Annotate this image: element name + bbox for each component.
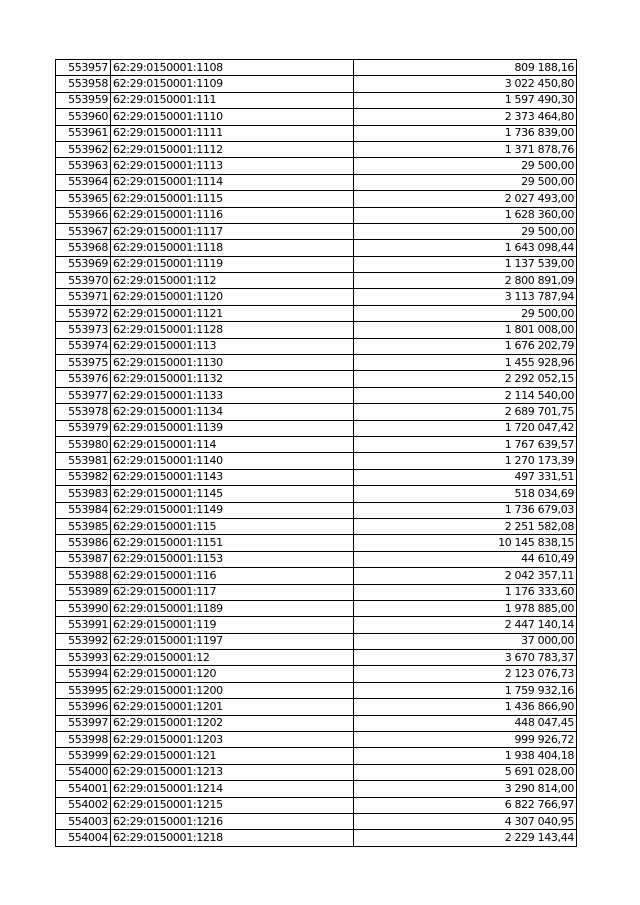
cadastral-number-cell: 62:29:0150001:1201 [111, 699, 354, 715]
table-row [56, 109, 577, 125]
cadastral-value-cell: 1 597 490,30 [354, 92, 577, 108]
table-row [56, 617, 577, 633]
table-row [56, 797, 577, 813]
cadastral-number-cell: 62:29:0150001:117 [111, 584, 354, 600]
row-id-cell: 553963 [56, 158, 111, 174]
table-row [56, 191, 577, 207]
cadastral-number-cell: 62:29:0150001:12 [111, 650, 354, 666]
table-row [56, 174, 577, 190]
table-row [56, 666, 577, 682]
cadastral-number-cell: 62:29:0150001:1120 [111, 289, 354, 305]
row-id-cell: 553987 [56, 551, 111, 567]
table-row [56, 518, 577, 534]
table-row [56, 355, 577, 371]
table-row [56, 207, 577, 223]
table-row [56, 223, 577, 239]
cadastral-value-cell: 29 500,00 [354, 174, 577, 190]
table-row [56, 699, 577, 715]
cadastral-number-cell: 62:29:0150001:1109 [111, 76, 354, 92]
cadastral-number-cell: 62:29:0150001:1151 [111, 535, 354, 551]
table-row [56, 338, 577, 354]
cadastral-number-cell: 62:29:0150001:1119 [111, 256, 354, 272]
table-row [56, 633, 577, 649]
table-row [56, 60, 577, 76]
cadastral-number-cell: 62:29:0150001:1215 [111, 797, 354, 813]
table-row [56, 92, 577, 108]
table-row [56, 453, 577, 469]
row-id-cell: 553998 [56, 732, 111, 748]
table-row [56, 682, 577, 698]
cadastral-number-cell: 62:29:0150001:1134 [111, 404, 354, 420]
cadastral-number-cell: 62:29:0150001:1214 [111, 781, 354, 797]
cadastral-number-cell: 62:29:0150001:1110 [111, 109, 354, 125]
cadastral-value-cell: 10 145 838,15 [354, 535, 577, 551]
row-id-cell: 553971 [56, 289, 111, 305]
cadastral-value-cell: 1 371 878,76 [354, 141, 577, 157]
cadastral-number-cell: 62:29:0150001:1140 [111, 453, 354, 469]
cadastral-value-cell: 6 822 766,97 [354, 797, 577, 813]
row-id-cell: 553968 [56, 240, 111, 256]
cadastral-value-cell: 1 455 928,96 [354, 355, 577, 371]
cadastral-value-cell: 2 800 891,09 [354, 273, 577, 289]
table-row [56, 715, 577, 731]
row-id-cell: 553961 [56, 125, 111, 141]
cadastral-value-cell: 3 022 450,80 [354, 76, 577, 92]
cadastral-value-cell: 1 643 098,44 [354, 240, 577, 256]
cadastral-number-cell: 62:29:0150001:1133 [111, 387, 354, 403]
row-id-cell: 553978 [56, 404, 111, 420]
table-row [56, 256, 577, 272]
cadastral-number-cell: 62:29:0150001:1111 [111, 125, 354, 141]
table-row [56, 141, 577, 157]
cadastral-number-cell: 62:29:0150001:1145 [111, 486, 354, 502]
cadastral-value-cell: 1 676 202,79 [354, 338, 577, 354]
table-row [56, 830, 577, 846]
cadastral-value-cell: 999 926,72 [354, 732, 577, 748]
row-id-cell: 553972 [56, 305, 111, 321]
table-row [56, 76, 577, 92]
table-row [56, 240, 577, 256]
cadastral-value-cell: 1 759 932,16 [354, 682, 577, 698]
table-row [56, 764, 577, 780]
table-body [56, 60, 577, 847]
row-id-cell: 553976 [56, 371, 111, 387]
cadastral-value-cell: 1 736 839,00 [354, 125, 577, 141]
table-row [56, 781, 577, 797]
cadastral-number-cell: 62:29:0150001:1118 [111, 240, 354, 256]
cadastral-number-cell: 62:29:0150001:1114 [111, 174, 354, 190]
table-row [56, 125, 577, 141]
table-row [56, 273, 577, 289]
cadastral-value-cell: 1 801 008,00 [354, 322, 577, 338]
cadastral-number-cell: 62:29:0150001:111 [111, 92, 354, 108]
table-row [56, 732, 577, 748]
cadastral-value-cell: 2 042 357,11 [354, 568, 577, 584]
table-row [56, 584, 577, 600]
cadastral-value-cell: 5 691 028,00 [354, 764, 577, 780]
table-row [56, 486, 577, 502]
row-id-cell: 553970 [56, 273, 111, 289]
row-id-cell: 553983 [56, 486, 111, 502]
cadastral-value-cell: 2 027 493,00 [354, 191, 577, 207]
cadastral-number-cell: 62:29:0150001:1128 [111, 322, 354, 338]
table-row [56, 813, 577, 829]
cadastral-value-cell: 1 720 047,42 [354, 420, 577, 436]
row-id-cell: 553981 [56, 453, 111, 469]
row-id-cell: 553989 [56, 584, 111, 600]
cadastral-value-cell: 1 137 539,00 [354, 256, 577, 272]
table-row [56, 502, 577, 518]
row-id-cell: 553969 [56, 256, 111, 272]
row-id-cell: 554000 [56, 764, 111, 780]
cadastral-value-table [55, 59, 577, 847]
cadastral-value-cell: 1 628 360,00 [354, 207, 577, 223]
row-id-cell: 553959 [56, 92, 111, 108]
cadastral-number-cell: 62:29:0150001:1200 [111, 682, 354, 698]
cadastral-number-cell: 62:29:0150001:1117 [111, 223, 354, 239]
cadastral-value-cell: 518 034,69 [354, 486, 577, 502]
cadastral-number-cell: 62:29:0150001:1216 [111, 813, 354, 829]
cadastral-number-cell: 62:29:0150001:112 [111, 273, 354, 289]
row-id-cell: 553965 [56, 191, 111, 207]
cadastral-value-cell: 1 736 679,03 [354, 502, 577, 518]
row-id-cell: 553979 [56, 420, 111, 436]
row-id-cell: 553986 [56, 535, 111, 551]
cadastral-value-cell: 2 229 143,44 [354, 830, 577, 846]
cadastral-number-cell: 62:29:0150001:1116 [111, 207, 354, 223]
row-id-cell: 553964 [56, 174, 111, 190]
cadastral-value-cell: 3 670 783,37 [354, 650, 577, 666]
table-row [56, 404, 577, 420]
row-id-cell: 554003 [56, 813, 111, 829]
row-id-cell: 553997 [56, 715, 111, 731]
row-id-cell: 553988 [56, 568, 111, 584]
cadastral-value-cell: 29 500,00 [354, 305, 577, 321]
table-row [56, 551, 577, 567]
cadastral-value-cell: 2 251 582,08 [354, 518, 577, 534]
row-id-cell: 554004 [56, 830, 111, 846]
row-id-cell: 553962 [56, 141, 111, 157]
row-id-cell: 553991 [56, 617, 111, 633]
row-id-cell: 553982 [56, 469, 111, 485]
row-id-cell: 553985 [56, 518, 111, 534]
row-id-cell: 553960 [56, 109, 111, 125]
cadastral-number-cell: 62:29:0150001:113 [111, 338, 354, 354]
cadastral-number-cell: 62:29:0150001:1108 [111, 60, 354, 76]
cadastral-number-cell: 62:29:0150001:1149 [111, 502, 354, 518]
cadastral-value-cell: 29 500,00 [354, 158, 577, 174]
cadastral-number-cell: 62:29:0150001:1115 [111, 191, 354, 207]
cadastral-value-cell: 497 331,51 [354, 469, 577, 485]
cadastral-value-cell: 4 307 040,95 [354, 813, 577, 829]
cadastral-value-cell: 2 114 540,00 [354, 387, 577, 403]
table-row [56, 322, 577, 338]
cadastral-number-cell: 62:29:0150001:1202 [111, 715, 354, 731]
row-id-cell: 553957 [56, 60, 111, 76]
cadastral-value-cell: 3 290 814,00 [354, 781, 577, 797]
table-row [56, 420, 577, 436]
row-id-cell: 553990 [56, 600, 111, 616]
cadastral-number-cell: 62:29:0150001:1143 [111, 469, 354, 485]
row-id-cell: 553980 [56, 436, 111, 452]
row-id-cell: 553975 [56, 355, 111, 371]
table-row [56, 469, 577, 485]
cadastral-number-cell: 62:29:0150001:121 [111, 748, 354, 764]
cadastral-number-cell: 62:29:0150001:115 [111, 518, 354, 534]
cadastral-number-cell: 62:29:0150001:1213 [111, 764, 354, 780]
cadastral-value-cell: 1 767 639,57 [354, 436, 577, 452]
cadastral-value-cell: 29 500,00 [354, 223, 577, 239]
row-id-cell: 553994 [56, 666, 111, 682]
cadastral-number-cell: 62:29:0150001:1197 [111, 633, 354, 649]
cadastral-value-cell: 2 447 140,14 [354, 617, 577, 633]
row-id-cell: 553995 [56, 682, 111, 698]
cadastral-number-cell: 62:29:0150001:1203 [111, 732, 354, 748]
row-id-cell: 553993 [56, 650, 111, 666]
row-id-cell: 553996 [56, 699, 111, 715]
table-row [56, 748, 577, 764]
cadastral-number-cell: 62:29:0150001:1121 [111, 305, 354, 321]
cadastral-value-cell: 2 373 464,80 [354, 109, 577, 125]
cadastral-value-cell: 1 436 866,90 [354, 699, 577, 715]
cadastral-value-cell: 2 123 076,73 [354, 666, 577, 682]
table-row [56, 371, 577, 387]
cadastral-number-cell: 62:29:0150001:1153 [111, 551, 354, 567]
cadastral-value-cell: 1 270 173,39 [354, 453, 577, 469]
row-id-cell: 553977 [56, 387, 111, 403]
cadastral-value-cell: 2 292 052,15 [354, 371, 577, 387]
row-id-cell: 553984 [56, 502, 111, 518]
table-row [56, 600, 577, 616]
cadastral-number-cell: 62:29:0150001:1132 [111, 371, 354, 387]
table-row [56, 650, 577, 666]
table-row [56, 436, 577, 452]
row-id-cell: 553992 [56, 633, 111, 649]
row-id-cell: 554002 [56, 797, 111, 813]
cadastral-number-cell: 62:29:0150001:1139 [111, 420, 354, 436]
cadastral-value-cell: 1 978 885,00 [354, 600, 577, 616]
cadastral-value-cell: 809 188,16 [354, 60, 577, 76]
row-id-cell: 554001 [56, 781, 111, 797]
row-id-cell: 553999 [56, 748, 111, 764]
cadastral-number-cell: 62:29:0150001:1113 [111, 158, 354, 174]
row-id-cell: 553974 [56, 338, 111, 354]
cadastral-number-cell: 62:29:0150001:1130 [111, 355, 354, 371]
cadastral-number-cell: 62:29:0150001:119 [111, 617, 354, 633]
table-row [56, 387, 577, 403]
table-row [56, 305, 577, 321]
cadastral-number-cell: 62:29:0150001:1218 [111, 830, 354, 846]
cadastral-value-cell: 1 176 333,60 [354, 584, 577, 600]
cadastral-number-cell: 62:29:0150001:116 [111, 568, 354, 584]
row-id-cell: 553973 [56, 322, 111, 338]
row-id-cell: 553967 [56, 223, 111, 239]
cadastral-value-cell: 44 610,49 [354, 551, 577, 567]
cadastral-number-cell: 62:29:0150001:1112 [111, 141, 354, 157]
cadastral-number-cell: 62:29:0150001:114 [111, 436, 354, 452]
cadastral-value-cell: 448 047,45 [354, 715, 577, 731]
cadastral-value-cell: 1 938 404,18 [354, 748, 577, 764]
table-row [56, 289, 577, 305]
cadastral-value-cell: 37 000,00 [354, 633, 577, 649]
row-id-cell: 553958 [56, 76, 111, 92]
cadastral-value-cell: 2 689 701,75 [354, 404, 577, 420]
table-row [56, 535, 577, 551]
cadastral-value-cell: 3 113 787,94 [354, 289, 577, 305]
table-row [56, 568, 577, 584]
cadastral-number-cell: 62:29:0150001:1189 [111, 600, 354, 616]
cadastral-number-cell: 62:29:0150001:120 [111, 666, 354, 682]
row-id-cell: 553966 [56, 207, 111, 223]
table-row [56, 158, 577, 174]
